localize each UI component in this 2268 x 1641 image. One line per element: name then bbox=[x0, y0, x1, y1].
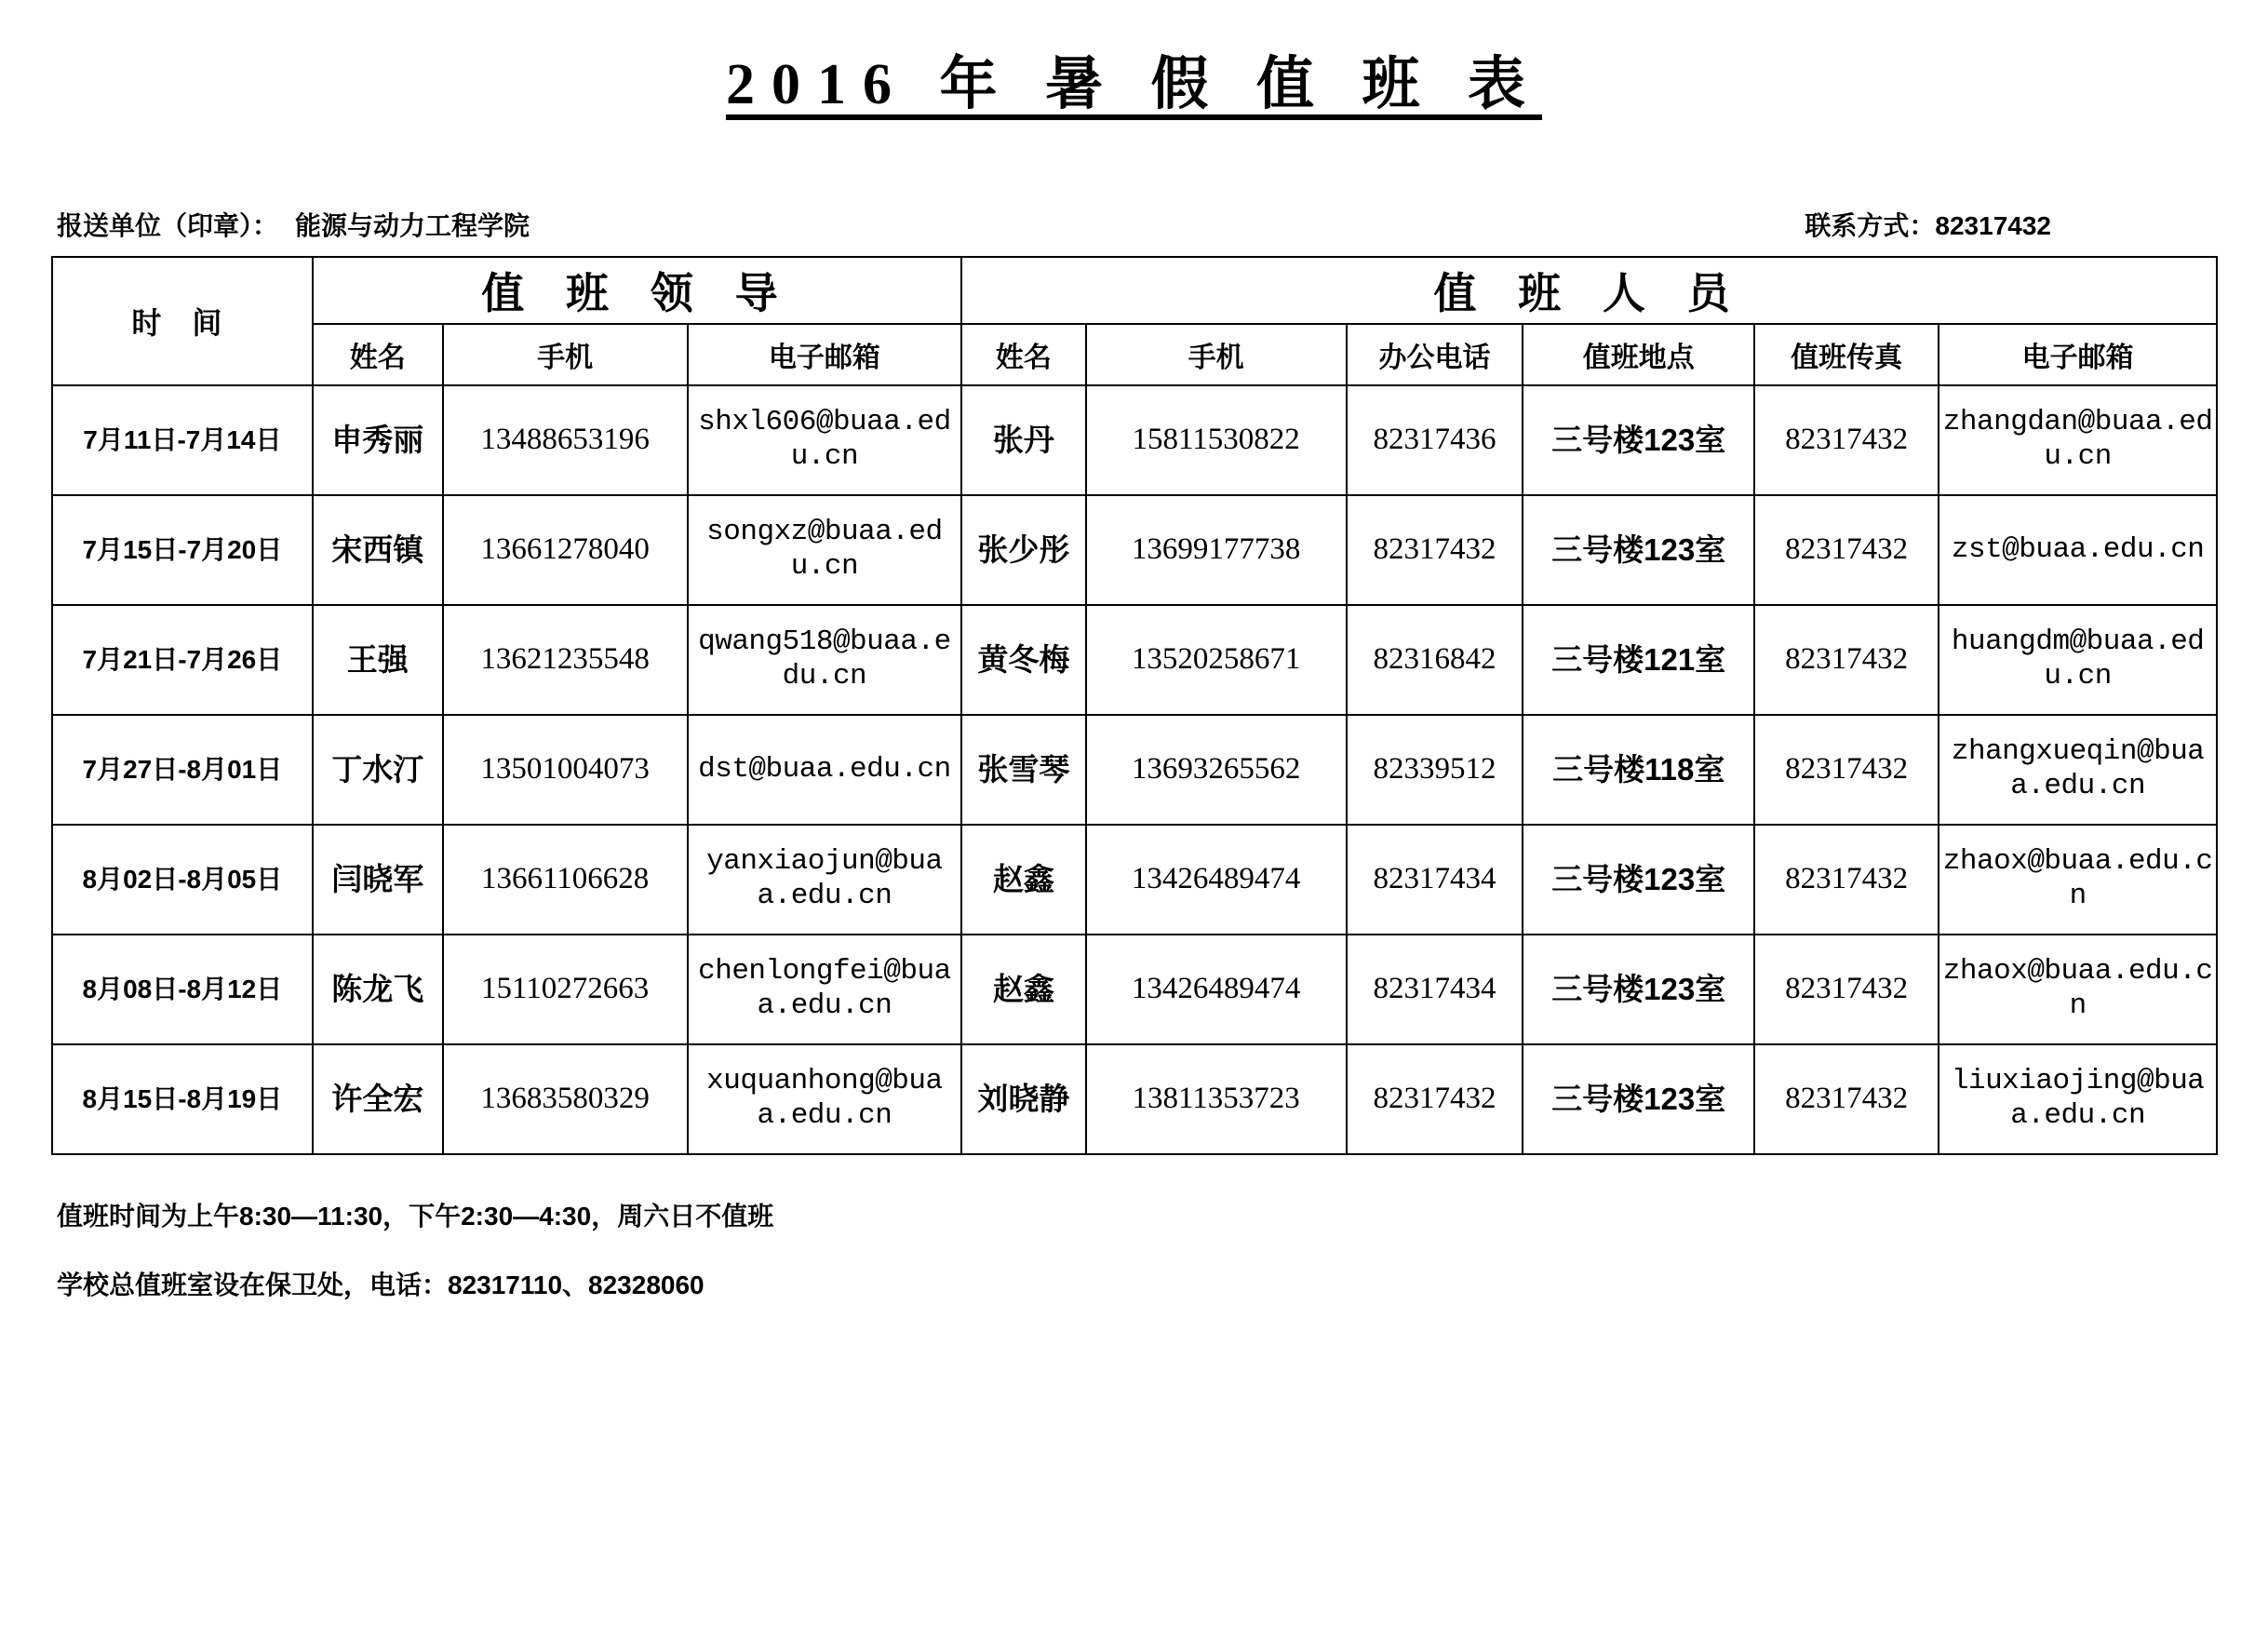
document-page bbox=[0, 37, 2268, 1641]
cell-office-phone: 82317436 bbox=[1347, 385, 1523, 495]
cell-date: 7月27日-8月01日 bbox=[52, 715, 313, 825]
cell-leader-email: xuquanhong@buaa.edu.cn bbox=[688, 1044, 961, 1154]
cell-place: 三号楼123室 bbox=[1523, 935, 1753, 1044]
cell-leader-phone: 13488653196 bbox=[443, 385, 688, 495]
cell-staff-name: 赵鑫 bbox=[961, 825, 1086, 935]
header-leader-email: 电子邮箱 bbox=[688, 324, 961, 385]
cell-date: 7月11日-7月14日 bbox=[52, 385, 313, 495]
meta-row bbox=[51, 206, 2217, 243]
cell-date: 8月08日-8月12日 bbox=[52, 935, 313, 1044]
cell-leader-name: 闫晓军 bbox=[313, 825, 443, 935]
table-row bbox=[52, 1044, 2217, 1154]
cell-date: 7月21日-7月26日 bbox=[52, 605, 313, 715]
cell-place: 三号楼118室 bbox=[1523, 715, 1753, 825]
cell-staff-phone: 13699177738 bbox=[1086, 495, 1347, 605]
cell-staff-email: zhaox@buaa.edu.cn bbox=[1939, 935, 2217, 1044]
cell-leader-phone: 15110272663 bbox=[443, 935, 688, 1044]
cell-place: 三号楼121室 bbox=[1523, 605, 1753, 715]
header-staff-name: 姓名 bbox=[961, 324, 1086, 385]
header-staff-email: 电子邮箱 bbox=[1939, 324, 2217, 385]
cell-fax: 82317432 bbox=[1754, 935, 1939, 1044]
cell-office-phone: 82317434 bbox=[1347, 825, 1523, 935]
cell-place: 三号楼123室 bbox=[1523, 1044, 1753, 1154]
cell-date: 8月15日-8月19日 bbox=[52, 1044, 313, 1154]
header-leader-name: 姓名 bbox=[313, 324, 443, 385]
table-row bbox=[52, 385, 2217, 495]
cell-staff-phone: 13811353723 bbox=[1086, 1044, 1347, 1154]
contact-info: 联系方式：82317432 bbox=[1805, 211, 2051, 240]
footer-notes bbox=[51, 1196, 2217, 1302]
header-group-staff: 值 班 人 员 bbox=[961, 257, 2217, 324]
cell-leader-name: 许全宏 bbox=[313, 1044, 443, 1154]
cell-staff-name: 赵鑫 bbox=[961, 935, 1086, 1044]
cell-leader-name: 丁水汀 bbox=[313, 715, 443, 825]
note-duty-hours: 值班时间为上午8:30—11:30，下午2:30—4:30，周六日不值班 bbox=[57, 1202, 774, 1231]
cell-office-phone: 82317432 bbox=[1347, 1044, 1523, 1154]
cell-fax: 82317432 bbox=[1754, 1044, 1939, 1154]
table-header-sub-row bbox=[52, 324, 2217, 385]
cell-staff-email: zhangxueqin@buaa.edu.cn bbox=[1939, 715, 2217, 825]
cell-leader-phone: 13621235548 bbox=[443, 605, 688, 715]
cell-leader-phone: 13501004073 bbox=[443, 715, 688, 825]
table-row bbox=[52, 495, 2217, 605]
cell-leader-email: shxl606@buaa.edu.cn bbox=[688, 385, 961, 495]
cell-staff-name: 张雪琴 bbox=[961, 715, 1086, 825]
cell-leader-email: yanxiaojun@buaa.edu.cn bbox=[688, 825, 961, 935]
cell-date: 7月15日-7月20日 bbox=[52, 495, 313, 605]
page-title: 2016 年 暑 假 值 班 表 bbox=[725, 53, 1542, 116]
cell-leader-email: songxz@buaa.edu.cn bbox=[688, 495, 961, 605]
header-group-leader: 值 班 领 导 bbox=[313, 257, 961, 324]
cell-leader-name: 申秀丽 bbox=[313, 385, 443, 495]
header-place: 值班地点 bbox=[1523, 324, 1753, 385]
duty-schedule-table bbox=[51, 256, 2218, 1155]
cell-staff-email: huangdm@buaa.edu.cn bbox=[1939, 605, 2217, 715]
cell-fax: 82317432 bbox=[1754, 605, 1939, 715]
header-office-phone: 办公电话 bbox=[1347, 324, 1523, 385]
cell-place: 三号楼123室 bbox=[1523, 825, 1753, 935]
table-row bbox=[52, 935, 2217, 1044]
table-row bbox=[52, 715, 2217, 825]
cell-staff-name: 张少彤 bbox=[961, 495, 1086, 605]
cell-leader-email: dst@buaa.edu.cn bbox=[688, 715, 961, 825]
cell-fax: 82317432 bbox=[1754, 385, 1939, 495]
cell-staff-email: zhangdan@buaa.edu.cn bbox=[1939, 385, 2217, 495]
cell-office-phone: 82339512 bbox=[1347, 715, 1523, 825]
cell-staff-phone: 13520258671 bbox=[1086, 605, 1347, 715]
cell-leader-email: qwang518@buaa.edu.cn bbox=[688, 605, 961, 715]
header-time: 时 间 bbox=[52, 257, 313, 385]
cell-leader-name: 王强 bbox=[313, 605, 443, 715]
cell-leader-email: chenlongfei@buaa.edu.cn bbox=[688, 935, 961, 1044]
reporting-unit-label: 报送单位（印章）： bbox=[57, 211, 279, 240]
header-leader-phone: 手机 bbox=[443, 324, 688, 385]
header-staff-phone: 手机 bbox=[1086, 324, 1347, 385]
table-row bbox=[52, 605, 2217, 715]
cell-date: 8月02日-8月05日 bbox=[52, 825, 313, 935]
cell-office-phone: 82316842 bbox=[1347, 605, 1523, 715]
cell-staff-phone: 13426489474 bbox=[1086, 825, 1347, 935]
cell-place: 三号楼123室 bbox=[1523, 385, 1753, 495]
cell-leader-phone: 13683580329 bbox=[443, 1044, 688, 1154]
cell-leader-name: 陈龙飞 bbox=[313, 935, 443, 1044]
header-fax: 值班传真 bbox=[1754, 324, 1939, 385]
reporting-unit-value: 能源与动力工程学院 bbox=[295, 211, 530, 240]
cell-staff-phone: 13426489474 bbox=[1086, 935, 1347, 1044]
cell-staff-name: 刘晓静 bbox=[961, 1044, 1086, 1154]
table-row bbox=[52, 825, 2217, 935]
cell-leader-name: 宋西镇 bbox=[313, 495, 443, 605]
cell-staff-email: zst@buaa.edu.cn bbox=[1939, 495, 2217, 605]
reporting-unit bbox=[57, 206, 530, 243]
cell-staff-name: 张丹 bbox=[961, 385, 1086, 495]
cell-office-phone: 82317434 bbox=[1347, 935, 1523, 1044]
cell-leader-phone: 13661106628 bbox=[443, 825, 688, 935]
cell-place: 三号楼123室 bbox=[1523, 495, 1753, 605]
note-duty-office: 学校总值班室设在保卫处，电话：82317110、82328060 bbox=[57, 1271, 705, 1299]
cell-fax: 82317432 bbox=[1754, 495, 1939, 605]
cell-leader-phone: 13661278040 bbox=[443, 495, 688, 605]
cell-staff-phone: 13693265562 bbox=[1086, 715, 1347, 825]
table-header-group-row bbox=[52, 257, 2217, 324]
cell-office-phone: 82317432 bbox=[1347, 495, 1523, 605]
cell-fax: 82317432 bbox=[1754, 825, 1939, 935]
cell-staff-name: 黄冬梅 bbox=[961, 605, 1086, 715]
cell-staff-phone: 15811530822 bbox=[1086, 385, 1347, 495]
cell-staff-email: zhaox@buaa.edu.cn bbox=[1939, 825, 2217, 935]
cell-staff-email: liuxiaojing@buaa.edu.cn bbox=[1939, 1044, 2217, 1154]
cell-fax: 82317432 bbox=[1754, 715, 1939, 825]
